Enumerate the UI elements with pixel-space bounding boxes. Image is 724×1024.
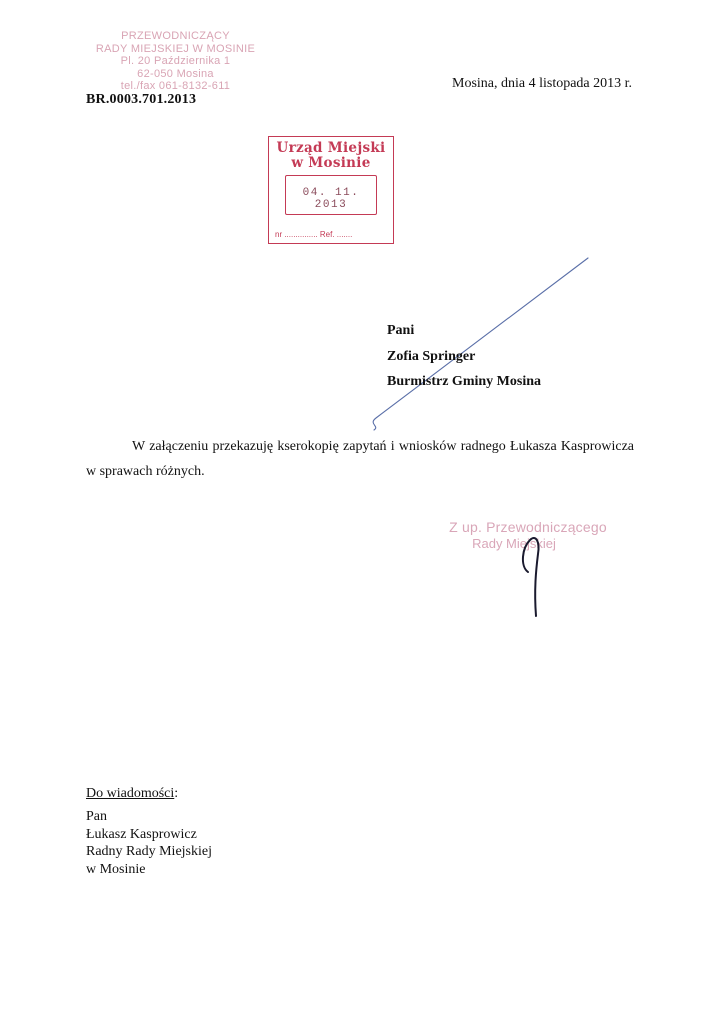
cc-recipient-line: w Mosinie <box>86 861 146 877</box>
addressee-block <box>387 318 541 395</box>
addressee-title: Burmistrz Gminy Mosina <box>387 374 541 389</box>
reference-number: BR.0003.701.2013 <box>86 92 197 107</box>
received-date: 04. 11. 2013 <box>302 187 360 211</box>
registry-number-line: nr ............... Ref. ....... <box>275 230 353 239</box>
signature-stamp-line: Z up. Przewodniczącego <box>449 519 607 535</box>
chair-stamp-line: tel./fax 061-8132-611 <box>120 80 231 92</box>
cc-recipient-line: Radny Rady Miejskiej <box>86 844 212 859</box>
cc-heading-label: Do wiadomości <box>86 786 175 801</box>
addressee-name: Zofia Springer <box>387 348 476 364</box>
chair-stamp-line: RADY MIEJSKIEJ W MOSINIE <box>95 42 256 55</box>
chair-stamp-line: 62-050 Mosina <box>137 67 214 80</box>
place-and-date: Mosina, dnia 4 listopada 2013 r. <box>452 76 633 91</box>
council-chair-stamp <box>88 30 263 93</box>
cc-recipient-line: Łukasz Kasprowicz <box>86 826 197 842</box>
received-date-box <box>285 175 377 215</box>
cc-recipient-line: Pan <box>86 809 107 824</box>
handwritten-signature <box>510 520 550 620</box>
cc-heading-colon: : <box>174 786 179 801</box>
office-receipt-stamp <box>268 136 394 244</box>
signature-stamp-line: Rady Miejskiej <box>472 536 556 551</box>
addressee-salutation: Pani <box>387 323 415 338</box>
letter-body: W załączeniu przekazuję kserokopię zapytań i wniosków radnego Łukasza Kasprowicza w sprawach różnych. <box>86 439 634 479</box>
cc-recipient <box>86 808 212 878</box>
chair-stamp-line: Pl. 20 Października 1 <box>120 55 231 67</box>
chair-stamp-line: PRZEWODNICZĄCY <box>121 30 230 42</box>
office-stamp-title-line: Urząd Miejski <box>276 140 386 156</box>
office-stamp-title-line: w Mosinie <box>291 155 371 171</box>
office-stamp-title <box>269 141 393 171</box>
cc-heading <box>86 786 178 802</box>
